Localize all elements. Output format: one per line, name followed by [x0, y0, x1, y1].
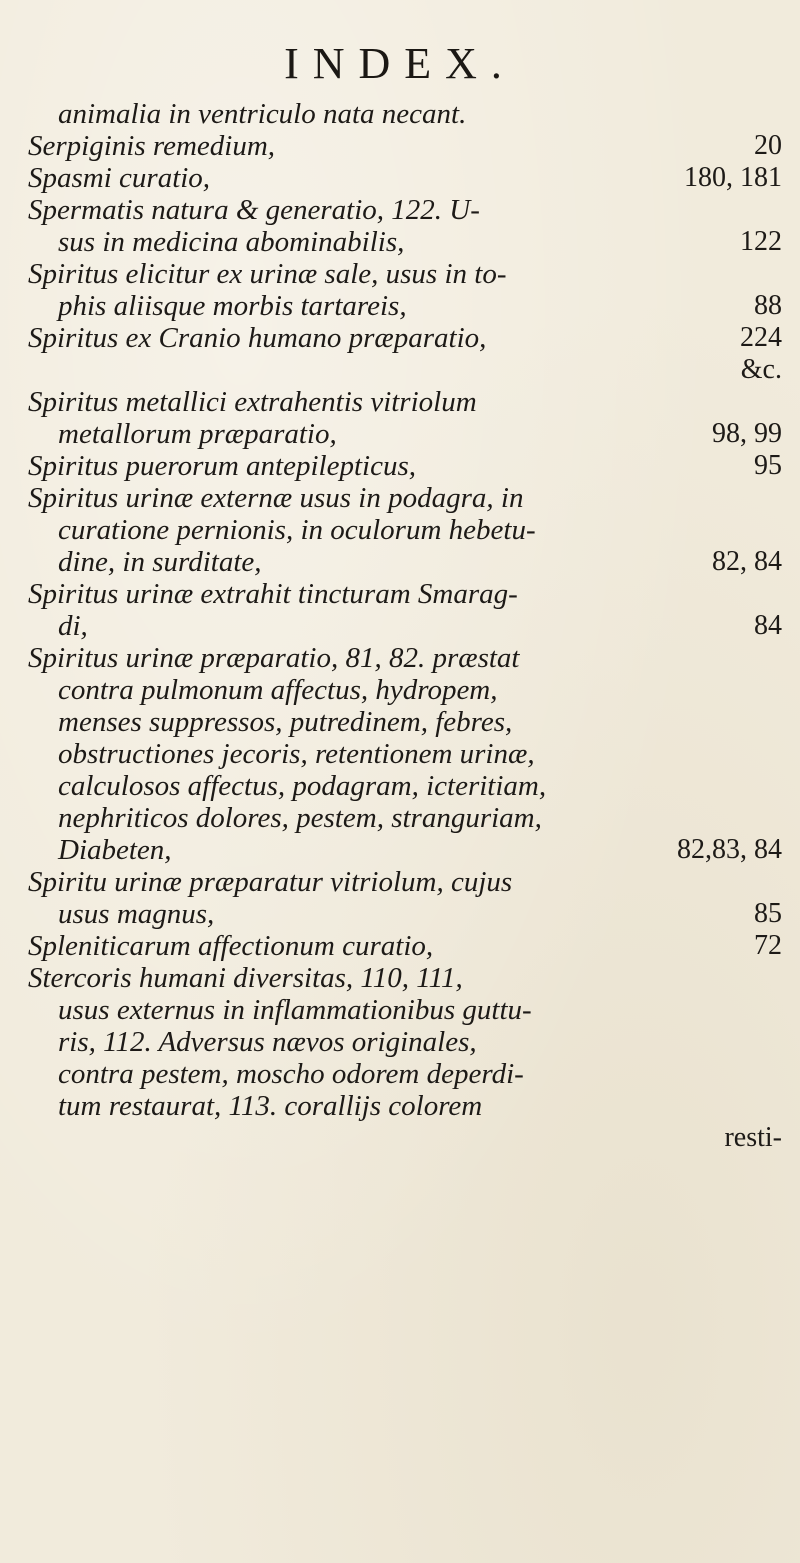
line-text: sus in medicina abominabilis, [58, 226, 405, 258]
page-ref: 122 [740, 226, 782, 257]
line-text: contra pestem, moscho odorem deperdi- [58, 1058, 524, 1090]
page-ref: 85 [754, 898, 782, 929]
line-text: usus magnus, [58, 898, 215, 930]
index-line [28, 418, 788, 450]
index-line [28, 866, 788, 898]
line-text: nephriticos dolores, pestem, stranguriam, [58, 802, 542, 834]
page-ref: 180, 181 [684, 162, 782, 193]
index-line [28, 546, 788, 578]
index-line [28, 738, 788, 770]
line-text: Serpiginis remedium, [28, 130, 276, 162]
line-text: contra pulmonum affectus, hydropem, [58, 674, 498, 706]
page-ref: 224 [740, 322, 782, 353]
line-text: menses suppressos, putredinem, febres, [58, 706, 513, 738]
page-ref: 88 [754, 290, 782, 321]
line-text: Spleniticarum affectionum curatio, [28, 930, 434, 962]
index-line [28, 578, 788, 610]
index-line [28, 162, 788, 194]
page-header: INDEX. [284, 39, 516, 88]
index-line [28, 642, 788, 674]
index-line [28, 1090, 788, 1122]
index-line [28, 290, 788, 322]
index-line [28, 610, 788, 642]
page-ref: 72 [754, 930, 782, 961]
line-text: Spiritus urinæ præparatio, 81, 82. præstat [28, 642, 520, 674]
index-line [28, 354, 788, 386]
page-ref: resti- [724, 1122, 782, 1153]
line-text: calculosos affectus, podagram, icteritiam, [58, 770, 547, 802]
index-entries [28, 98, 788, 1154]
line-text: Spiritus metallici extrahentis vitriolum [28, 386, 477, 418]
page-ref: 82, 84 [712, 546, 782, 577]
line-text: Spiritus urinæ extrahit tincturam Smarag- [28, 578, 518, 610]
line-text: animalia in ventriculo nata necant. [58, 98, 467, 130]
index-line [28, 514, 788, 546]
index-line [28, 930, 788, 962]
index-line [28, 450, 788, 482]
index-line [28, 194, 788, 226]
index-line [28, 962, 788, 994]
line-text: Stercoris humani diversitas, 110, 111, [28, 962, 463, 994]
page-ref: 98, 99 [712, 418, 782, 449]
index-line [28, 834, 788, 866]
line-text: Spiritus elicitur ex urinæ sale, usus in to- [28, 258, 507, 290]
line-text: tum restaurat, 113. corallijs colorem [58, 1090, 483, 1122]
line-text: usus externus in inflammationibus guttu- [58, 994, 532, 1026]
page-ref: 95 [754, 450, 782, 481]
page-ref: 84 [754, 610, 782, 641]
index-line [28, 674, 788, 706]
index-line [28, 898, 788, 930]
index-line [28, 994, 788, 1026]
index-line [28, 98, 788, 130]
line-text: ris, 112. Adversus nævos originales, [58, 1026, 477, 1058]
line-text: obstructiones jecoris, retentionem urinæ, [58, 738, 535, 770]
index-line [28, 130, 788, 162]
line-text: Spiritu urinæ præparatur vitriolum, cujus [28, 866, 513, 898]
line-text: Spiritus ex Cranio humano præparatio, [28, 322, 487, 354]
line-text: Spasmi curatio, [28, 162, 211, 194]
index-line [28, 386, 788, 418]
index-line [28, 706, 788, 738]
line-text: Spiritus urinæ externæ usus in podagra, in [28, 482, 524, 514]
index-line [28, 1058, 788, 1090]
line-text: Spermatis natura & generatio, 122. U- [28, 194, 480, 226]
line-text: Spiritus puerorum antepilepticus, [28, 450, 416, 482]
index-line [28, 1026, 788, 1058]
index-line [28, 226, 788, 258]
page-ref: &c. [740, 354, 782, 385]
index-line [28, 322, 788, 354]
line-text: Diabeten, [58, 834, 172, 866]
line-text: di, [58, 610, 88, 642]
line-text: curatione pernionis, in oculorum hebetu- [58, 514, 536, 546]
index-line [28, 770, 788, 802]
index-line [28, 482, 788, 514]
page-ref: 20 [754, 130, 782, 161]
index-line [28, 802, 788, 834]
page-ref: 82,83, 84 [677, 834, 782, 865]
line-text: dine, in surditate, [58, 546, 262, 578]
line-text: metallorum præparatio, [58, 418, 337, 450]
index-line [28, 258, 788, 290]
index-line [28, 1122, 788, 1154]
line-text: phis aliisque morbis tartareis, [58, 290, 407, 322]
